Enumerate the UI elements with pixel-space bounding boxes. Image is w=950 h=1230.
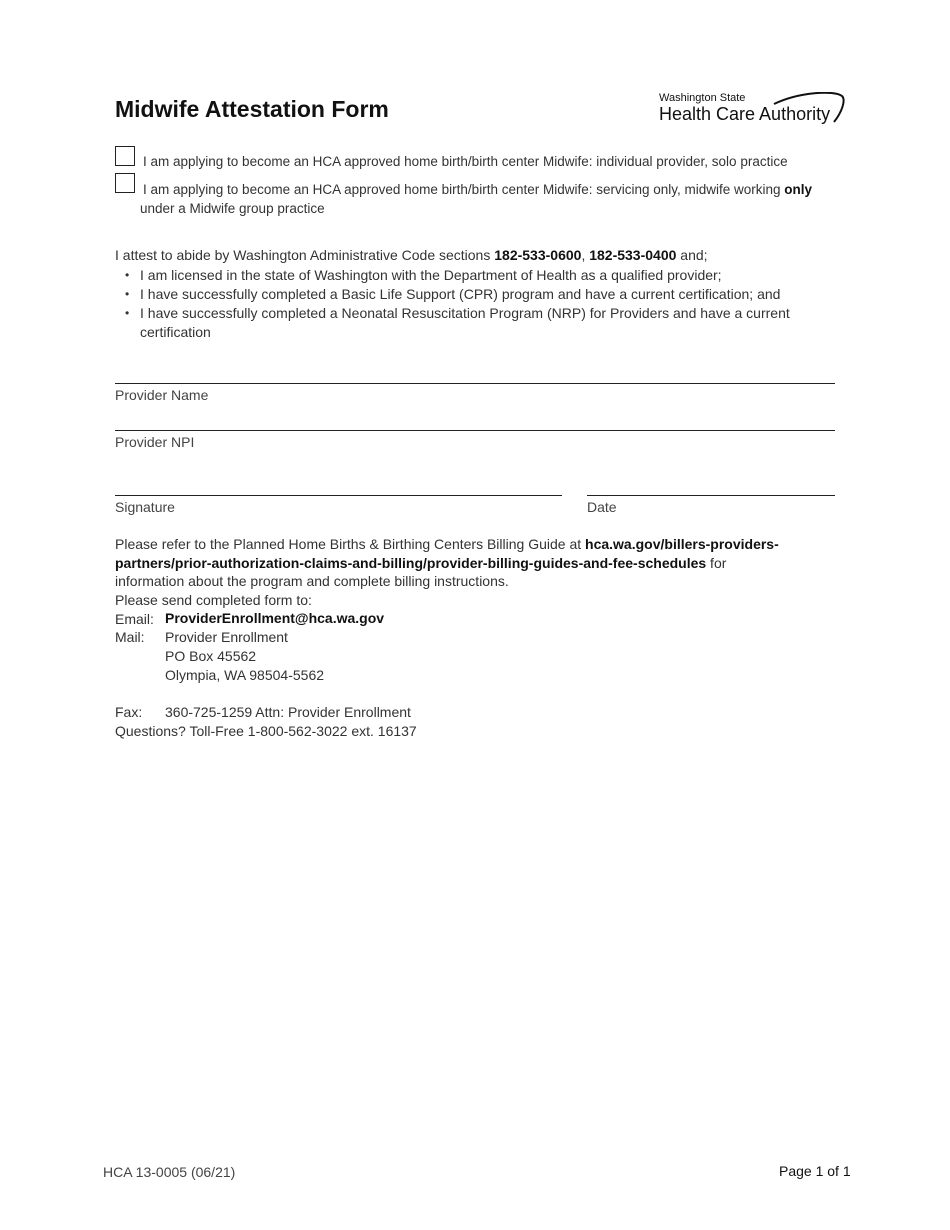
send-instructions: Please send completed form to:	[115, 592, 312, 608]
provider-npi-input[interactable]	[115, 407, 839, 431]
signature-line	[115, 495, 562, 496]
date-label: Date	[587, 499, 617, 515]
billing-guide-text-3: information about the program and complete billing instructions.	[115, 573, 509, 589]
mail-line-3: Olympia, WA 98504-5562	[165, 667, 325, 683]
provider-name-line	[115, 383, 835, 384]
wac-182-533-0400: 182-533-0400	[589, 247, 677, 263]
signature-label: Signature	[115, 499, 175, 515]
logo-small-text: Washington State	[659, 92, 746, 104]
provider-name-input[interactable]	[115, 360, 839, 384]
checkbox-solo-practice[interactable]	[115, 146, 135, 166]
provider-npi-line	[115, 430, 835, 431]
date-input[interactable]	[587, 472, 839, 496]
fax-label: Fax:	[115, 704, 143, 720]
checkbox-group-practice-label: I am applying to become an HCA approved home birth/birth center Midwife: servicing only, midwife working only	[143, 182, 813, 197]
billing-guide-link-1[interactable]: hca.wa.gov/billers-providers-	[585, 536, 779, 552]
signature-input[interactable]	[115, 472, 566, 496]
date-line	[587, 495, 835, 496]
mail-label: Mail:	[115, 629, 145, 645]
billing-guide-text-2: partners/prior-authorization-claims-and-billing/provider-billing-guides-and-fee-schedules for	[115, 555, 727, 571]
page-number: Page 1 of 1	[779, 1163, 851, 1179]
billing-guide-text: Please refer to the Planned Home Births & Birthing Centers Billing Guide at hca.wa.gov/billers-providers-	[115, 536, 779, 552]
email-address[interactable]: ProviderEnrollment@hca.wa.gov	[165, 610, 385, 626]
billing-guide-link-2[interactable]: partners/prior-authorization-claims-and-billing/provider-billing-guides-and-fee-schedules	[115, 555, 707, 571]
hca-logo	[659, 92, 849, 128]
questions-phone: Questions? Toll-Free 1-800-562-3022 ext. 16137	[115, 723, 417, 739]
page-title: Midwife Attestation Form	[115, 96, 389, 122]
logo-swoosh-icon	[754, 92, 849, 126]
attest-intro: I attest to abide by Washington Administrative Code sections 182-533-0600, 182-533-0400 and;	[115, 247, 708, 263]
email-label: Email:	[115, 611, 154, 627]
attest-bullet-list	[115, 266, 815, 342]
fax-value: 360-725-1259 Attn: Provider Enrollment	[165, 704, 411, 720]
list-item: • I am licensed in the state of Washington with the Department of Health as a qualified provider;	[115, 266, 815, 285]
list-item: • I have successfully completed a Basic Life Support (CPR) program and have a current certification; and	[115, 285, 815, 304]
form-number: HCA 13-0005 (06/21)	[103, 1164, 236, 1180]
checkbox-solo-practice-label: I am applying to become an HCA approved home birth/birth center Midwife: individual provider, solo practice	[143, 154, 788, 169]
list-item: • I have successfully completed a Neonatal Resuscitation Program (NRP) for Providers and have a current certification	[115, 304, 815, 342]
provider-name-label: Provider Name	[115, 387, 209, 403]
mail-line-1: Provider Enrollment	[165, 629, 288, 645]
checkbox-group-practice[interactable]	[115, 173, 135, 193]
only-emphasis: only	[784, 182, 813, 197]
logo-big-text: Health Care Authority	[659, 104, 831, 124]
checkbox-group-practice-label-cont: under a Midwife group practice	[140, 201, 325, 216]
mail-line-2: PO Box 45562	[165, 648, 257, 664]
wac-182-533-0600: 182-533-0600	[494, 247, 582, 263]
provider-npi-label: Provider NPI	[115, 434, 195, 450]
